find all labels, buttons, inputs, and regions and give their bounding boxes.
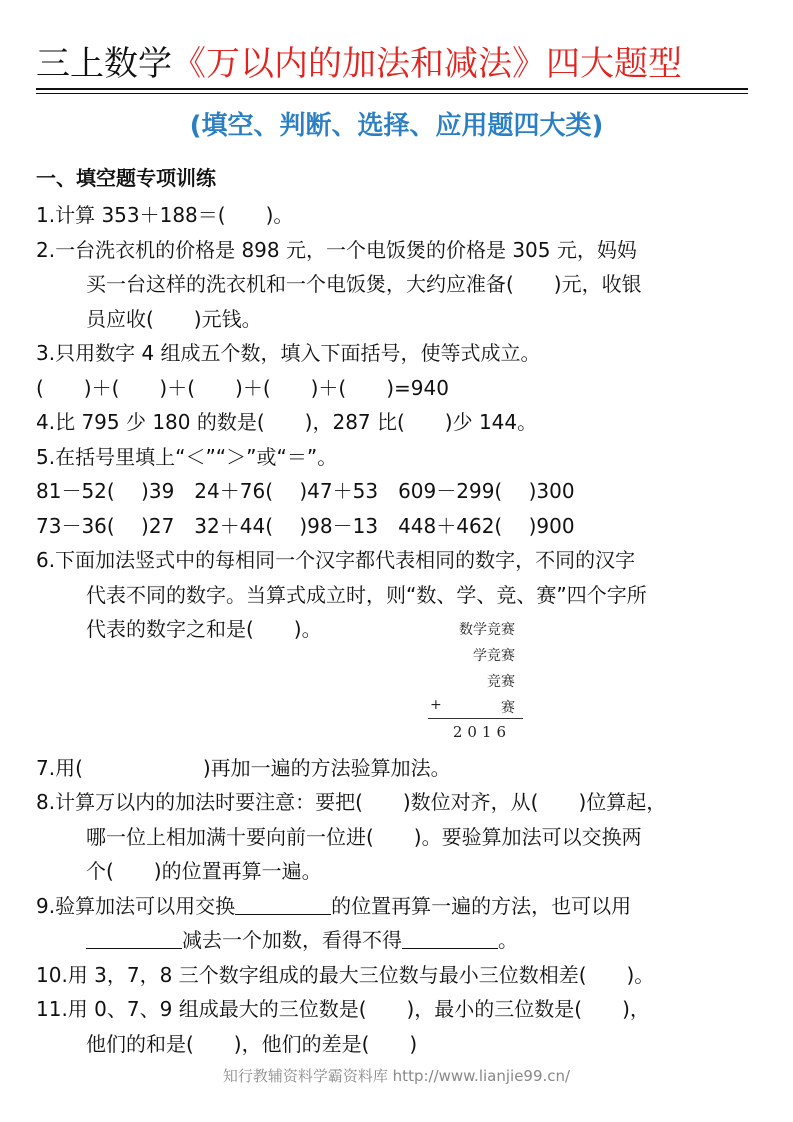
question-5-row-2: 73－36( )27 32＋44( )98－13 448＋462( )900 [36, 513, 575, 538]
question-5-line-1: 5.在括号里填上“＜”“＞”或“＝”。 [36, 444, 338, 469]
section-heading: 一、填空题专项训练 [36, 166, 216, 190]
question-3-equation: ( )＋( )＋( )＋( )＋( )=940 [36, 375, 449, 400]
question-9-text-1: 9.验算加法可以用交换 [36, 893, 236, 918]
question-9-text-3: 减去一个加数，看得不得 [182, 928, 402, 952]
vertical-sum-row-4: 赛 [501, 700, 515, 716]
question-7: 7.用( )再加一遍的方法验算加法。 [36, 755, 451, 780]
question-9-line-1 [36, 889, 756, 924]
title-topic: 《万以内的加法和减法》四大题型 [172, 44, 682, 84]
question-9-line-2 [36, 923, 756, 958]
answer-blank[interactable] [402, 926, 498, 949]
title [36, 40, 752, 88]
question-8-line-2: 哪一位上相加满十要向前一位进( )。要验算加法可以交换两 [86, 824, 642, 849]
vertical-sum-figure [420, 617, 525, 749]
plus-sign: + [430, 697, 442, 713]
question-8-line-1: 8.计算万以内的加法时要注意：要把( )数位对齐，从( )位算起， [36, 790, 667, 814]
question-9-text-4: 。 [498, 928, 518, 952]
question-3-line-1: 3.只用数字 4 组成五个数，填入下面括号，使等式成立。 [36, 341, 541, 365]
question-11-line-2: 他们的和是( )，他们的差是( ) [86, 1031, 418, 1056]
question-2-line-3: 员应收( )元钱。 [86, 306, 262, 331]
question-2-line-1: 2.一台洗衣机的价格是 898 元，一个电饭煲的价格是 305 元，妈妈 [36, 237, 637, 262]
question-8-line-3: 个( )的位置再算一遍。 [86, 859, 322, 883]
question-2-line-2: 买一台这样的洗衣机和一个电饭煲，大约应准备( )元，收银 [86, 272, 642, 296]
question-9-text-2: 的位置再算一遍的方法，也可以用 [331, 893, 632, 918]
question-list [36, 198, 756, 1061]
vertical-sum-row-2: 学竞赛 [473, 648, 515, 664]
title-rule-top [36, 88, 748, 90]
question-6-line-2: 代表不同的数字。当算式成立时，则“数、学、竞、赛”四个字所 [86, 582, 647, 607]
question-5-row-1: 81－52( )39 24＋76( )47＋53 609－299( )300 [36, 479, 575, 503]
answer-blank[interactable] [235, 892, 331, 915]
question-4: 4.比 795 少 180 的数是( )，287 比( )少 144。 [36, 410, 538, 434]
subtitle: (填空、判断、选择、应用题四大类) [189, 111, 604, 141]
answer-blank[interactable] [86, 926, 182, 949]
question-1: 1.计算 353＋188＝( )。 [36, 203, 294, 227]
vertical-sum-row-3: 竞赛 [487, 674, 515, 690]
question-6-line-3: 代表的数字之和是( )。 [86, 617, 322, 641]
vertical-sum-result: 2016 [452, 723, 511, 741]
question-6-line-1: 6.下面加法竖式中的每相同一个汉字都代表相同的数字，不同的汉字 [36, 548, 636, 572]
footer-watermark: 知行教辅资料学霸资料库 http://www.lianjie99.cn/ [222, 1067, 571, 1085]
title-prefix: 三上数学 [36, 44, 172, 84]
vertical-sum-row-1: 数学竞赛 [459, 622, 515, 638]
title-rule-bottom [36, 93, 748, 94]
question-10: 10.用 3，7，8 三个数字组成的最大三位数与最小三位数相差( )。 [36, 962, 655, 987]
question-11-line-1: 11.用 0、7、9 组成最大的三位数是( )，最小的三位数是( )， [36, 997, 650, 1021]
vertical-sum-spacer [36, 647, 756, 751]
sum-line [428, 718, 523, 719]
